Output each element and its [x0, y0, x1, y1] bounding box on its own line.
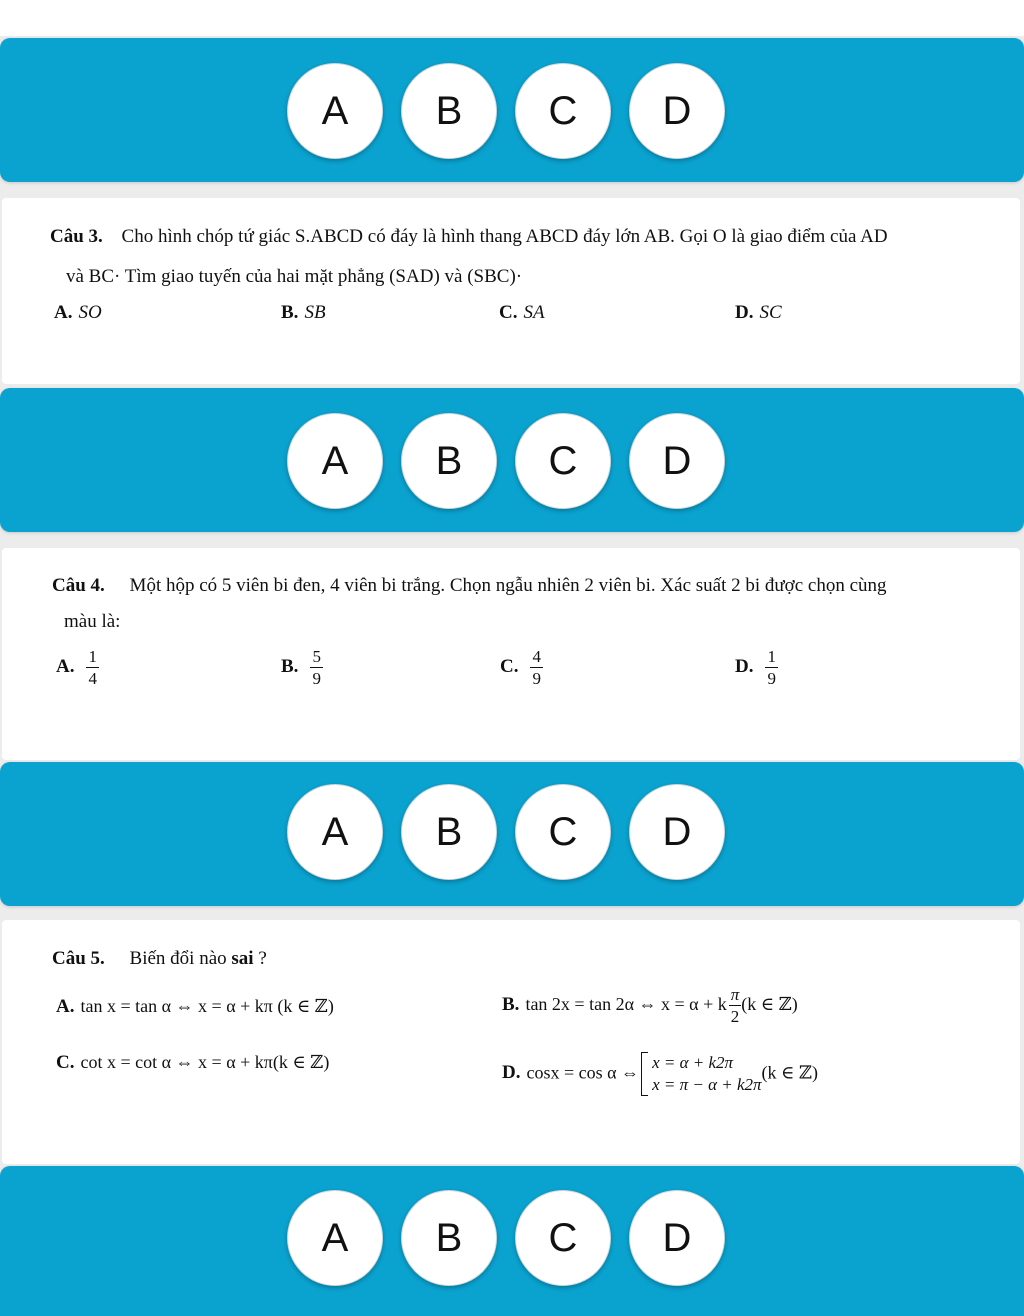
question-5-option-c[interactable] [56, 1052, 329, 1074]
choice-d-button[interactable]: D [629, 413, 725, 509]
choice-a-button[interactable]: A [287, 63, 383, 159]
option-label: C. [56, 1052, 75, 1073]
question-5-text-a: Biến đổi nào [129, 948, 232, 969]
option-label: B. [502, 993, 520, 1015]
choice-a-button[interactable]: A [287, 1190, 383, 1286]
fraction [86, 648, 99, 687]
option-text: tan x = tan α ⇔ x = α + kπ (k ∈ ℤ) [80, 996, 334, 1016]
answer-bar-4 [0, 1166, 1024, 1316]
answer-bar-3 [0, 762, 1024, 906]
fraction [729, 986, 742, 1025]
denominator: 9 [767, 669, 776, 688]
question-4-option-a[interactable] [56, 648, 99, 687]
choice-b-button[interactable]: B [401, 784, 497, 880]
choice-d-button[interactable]: D [629, 1190, 725, 1286]
question-5-option-b[interactable] [502, 986, 798, 1025]
option-label: C. [499, 302, 518, 323]
fraction [765, 648, 778, 687]
denominator: 9 [532, 669, 541, 688]
question-4-number: Câu 4. [52, 575, 105, 596]
system-line-1: x = α + k2π [652, 1053, 734, 1072]
option-label: B. [281, 302, 299, 323]
numerator: 5 [312, 647, 321, 666]
question-3-option-c[interactable] [499, 302, 545, 324]
fraction [530, 648, 543, 687]
question-5-text-c: ? [253, 948, 267, 969]
system-lines [652, 1052, 761, 1096]
question-4-line-1 [52, 575, 887, 597]
option-label: C. [500, 655, 519, 677]
option-text-pre: cosx = cos α ⇔ [526, 1062, 640, 1083]
option-text: cot x = cot α ⇔ x = α + kπ(k ∈ ℤ) [80, 1052, 330, 1072]
fraction [310, 648, 323, 687]
numerator: 1 [767, 647, 776, 666]
option-label: A. [56, 996, 75, 1017]
question-4-option-b[interactable] [281, 648, 323, 687]
denominator: 4 [88, 669, 97, 688]
choice-d-button[interactable]: D [629, 784, 725, 880]
option-text: SO [78, 302, 102, 323]
choice-d-button[interactable]: D [629, 63, 725, 159]
question-3-option-d[interactable] [735, 302, 782, 324]
choice-c-button[interactable]: C [515, 1190, 611, 1286]
question-4-option-c[interactable] [500, 648, 543, 687]
choice-a-button[interactable]: A [287, 413, 383, 509]
system-bracket [641, 1052, 648, 1096]
equation-system [639, 1052, 761, 1096]
option-text-pre: tan 2x = tan 2α ⇔ x = α + k [525, 993, 727, 1014]
question-3-line-1 [50, 226, 888, 248]
question-card-4 [2, 548, 1020, 760]
option-label: A. [54, 302, 73, 323]
choice-b-button[interactable]: B [401, 1190, 497, 1286]
option-text: SA [523, 302, 545, 323]
choice-b-button[interactable]: B [401, 63, 497, 159]
question-4-option-d[interactable] [735, 648, 778, 687]
option-text-post: (k ∈ ℤ) [761, 1062, 818, 1083]
option-label: D. [735, 655, 754, 677]
option-label: D. [502, 1062, 521, 1084]
choice-c-button[interactable]: C [515, 63, 611, 159]
option-text: SC [759, 302, 782, 323]
question-card-3 [2, 198, 1020, 384]
question-3-text-1: Cho hình chóp tứ giác S.ABCD có đáy là hình thang ABCD đáy lớn AB. Gọi O là giao điểm của AD [121, 226, 888, 247]
question-3-number: Câu 3. [50, 226, 103, 247]
system-line-2: x = π − α + k2π [652, 1075, 762, 1094]
question-4-line-2: màu là: [64, 611, 121, 632]
question-5-text-b: sai [231, 948, 254, 969]
choice-a-button[interactable]: A [287, 784, 383, 880]
choice-c-button[interactable]: C [515, 413, 611, 509]
question-card-5 [2, 920, 1020, 1164]
choice-b-button[interactable]: B [401, 413, 497, 509]
option-label: A. [56, 655, 75, 677]
numerator: 1 [88, 647, 97, 666]
top-strip [0, 0, 1024, 36]
answer-bar-2 [0, 388, 1024, 532]
question-5-line-1 [52, 948, 267, 970]
option-text: SB [304, 302, 326, 323]
denominator: 2 [730, 1007, 740, 1026]
question-5-number: Câu 5. [52, 948, 105, 969]
question-3-option-b[interactable] [281, 302, 326, 324]
question-3-line-2: và BC· Tìm giao tuyến của hai mặt phẳng (SAD) và (SBC)· [66, 266, 523, 287]
option-label: D. [735, 302, 754, 323]
question-3-option-a[interactable] [54, 302, 102, 324]
answer-bar-1 [0, 38, 1024, 182]
question-5-option-d[interactable] [502, 1052, 818, 1096]
option-label: B. [281, 655, 299, 677]
question-5-option-a[interactable] [56, 996, 334, 1018]
option-text-post: (k ∈ ℤ) [741, 993, 798, 1014]
question-4-text-1: Một hộp có 5 viên bi đen, 4 viên bi trắng. Chọn ngẫu nhiên 2 viên bi. Xác suất 2 bi được chọn cùng [129, 575, 887, 596]
denominator: 9 [312, 669, 321, 688]
numerator: π [730, 985, 740, 1004]
choice-c-button[interactable]: C [515, 784, 611, 880]
numerator: 4 [532, 647, 541, 666]
